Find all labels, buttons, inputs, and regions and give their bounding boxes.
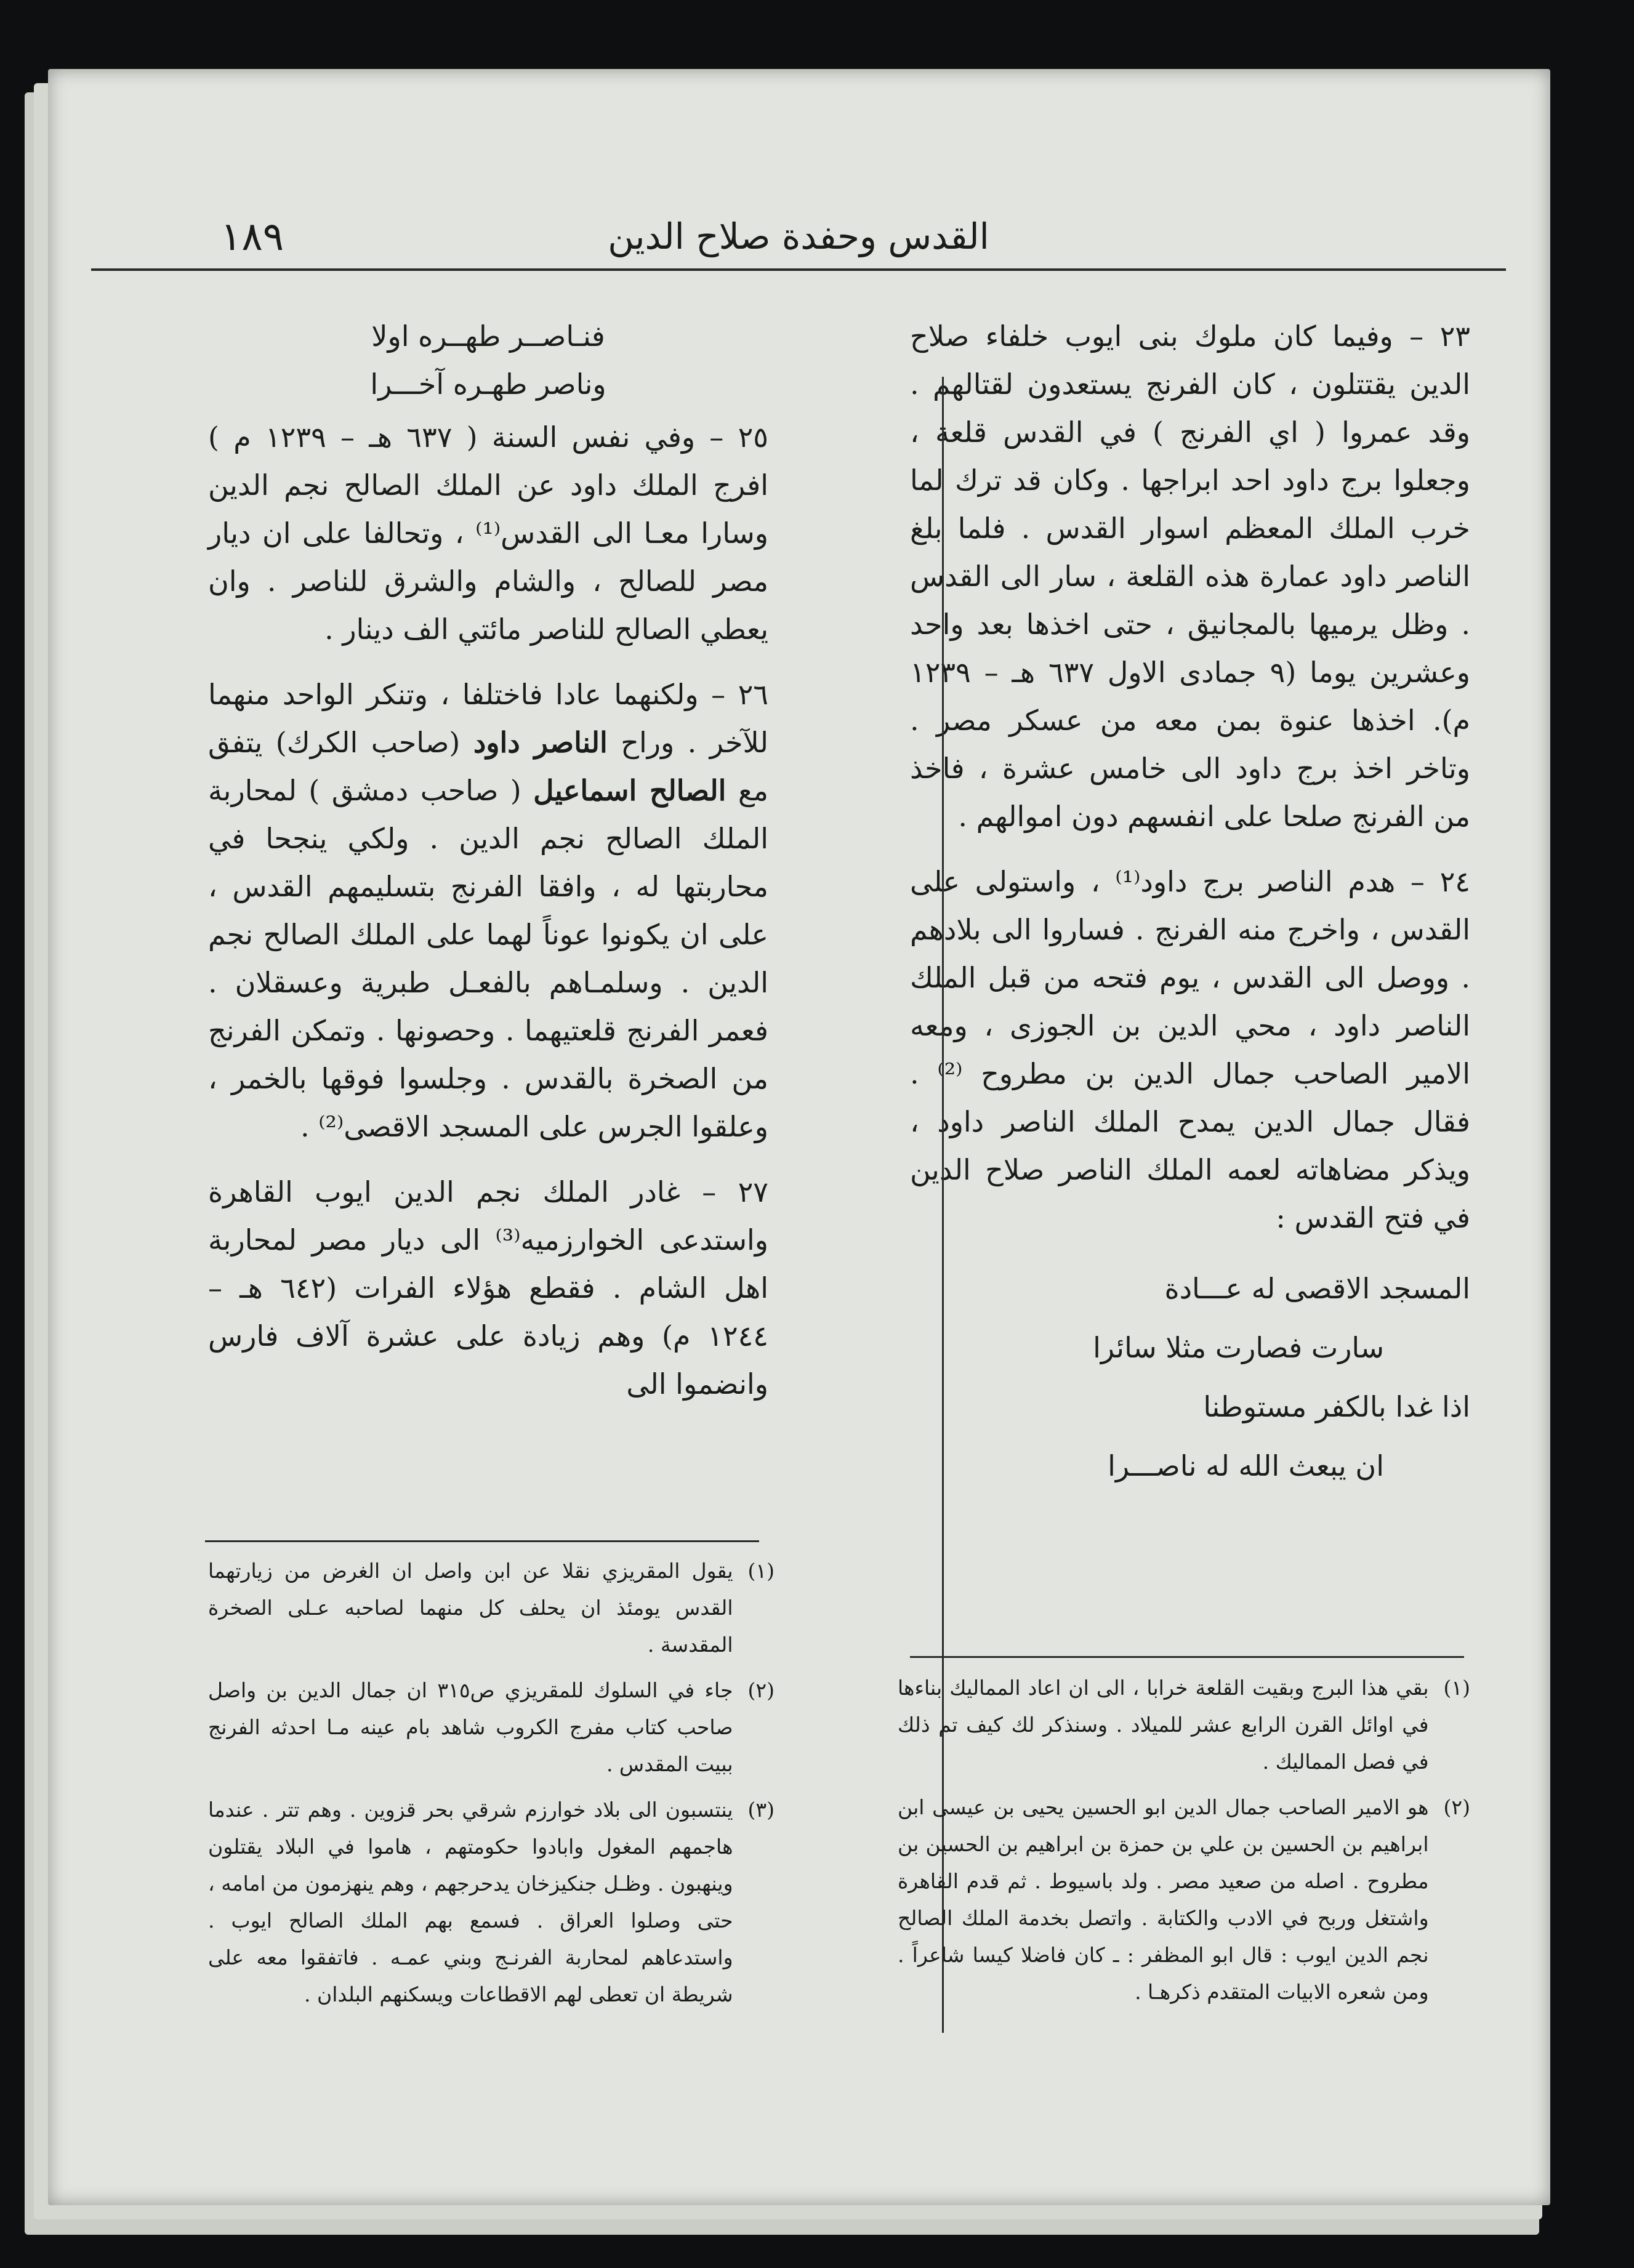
footnote bbox=[898, 1670, 1470, 1780]
footnote-text: يقول المقريزي نقلا عن ابن واصل ان الغرض من زيارتهما القدس يومئذ ان يحلف كل منهما لصاحبه عـلى الصخرة المقدسة . bbox=[208, 1559, 733, 1657]
poem-line: سارت فصارت مثلا سائرا bbox=[1093, 1331, 1384, 1364]
poem-line: ان يبعث الله له ناصـــرا bbox=[1108, 1449, 1384, 1482]
paragraph-25: ٢٥ – وفي نفس السنة ( ٦٣٧ هـ – ١٢٣٩ م ) افرج الملك داود عن الملك الصالح نجم الدين وسارا معـا الى القدس⁽¹⁾ ، وتحالفا على ان ديار مصر للصالح ، والشام والشرق للناصر . وان يعطي الصالح للناصر مائتي الف دينار . bbox=[208, 420, 768, 646]
footnote-number: (٢) bbox=[1443, 1795, 1470, 1819]
paragraph-26-text: ( صاحب دمشق ) لمحاربة الملك الصالح نجم الدين . ولكي ينجحا في محاربتها له ، وافقا الفرنج بتسليمهم القدس ، على ان يكونوا عوناً لهما على الملك الصالح نجم الدين . وسلمـاهم بالفعـل طبرية وعسقلان . فعمر الفرنج قلعتيهما . وحصونها . وتمكن الفرنج من الصخرة بالقدس . وجلسوا فوقها بالخمر ، وعلقوا الجرس على المسجد الاقصى⁽²⁾ . bbox=[208, 774, 768, 1143]
poem bbox=[910, 1259, 1470, 1495]
poem-line: اذا غدا بالكفر مستوطنا bbox=[1203, 1390, 1470, 1423]
footnote bbox=[208, 1791, 775, 2013]
verse-line: فنـاصــر طهــره اولا bbox=[371, 320, 605, 353]
page-header bbox=[91, 209, 1506, 277]
footnote-number: (١) bbox=[1443, 1676, 1470, 1700]
running-title: القدس وحفدة صلاح الدين bbox=[608, 215, 989, 257]
right-column bbox=[910, 312, 1470, 1495]
footnote-number: (٢) bbox=[747, 1678, 775, 1702]
paragraph-26-text: (صاحب الكرك) يتفق مع bbox=[208, 726, 769, 807]
footnotes-right bbox=[898, 1670, 1470, 2019]
paragraph-24: ٢٤ – هدم الناصر برج داود⁽¹⁾ ، واستولى على القدس ، واخرج منه الفرنج . فساروا الى بلادهم . ووصل الى القدس ، يوم فتحه من قبل الملك الناصر داود ، محي الدين بن الجوزى ، ومعه الامير الصاحب جمال الدين بن مطروح ⁽²⁾ . فقال جمال الدين يمدح الملك الناصر داود ، ويذكر مضاهاته لعمه الملك الناصر صلاح الدين في فتح القدس : bbox=[910, 865, 1471, 1234]
footnote-text: جاء في السلوك للمقريزي ص٣١٥ ان جمال الدين بن واصل صاحب كتاب مفرج الكروب شاهد بام عينه مـا احدثه الفرنج ببيت المقدس . bbox=[208, 1678, 733, 1776]
verse-line: وناصر طهـره آخـــرا bbox=[370, 368, 606, 401]
footnote-rule-right bbox=[910, 1656, 1464, 1658]
header-rule bbox=[91, 268, 1506, 271]
footnote bbox=[898, 1789, 1470, 2011]
verse-continuation bbox=[208, 312, 768, 408]
bold-name-nasir-dawud: الناصر داود bbox=[473, 726, 608, 759]
footnote bbox=[208, 1672, 775, 1783]
left-column bbox=[208, 312, 768, 1425]
footnotes-left bbox=[208, 1553, 775, 2022]
footnote-text: ينتسبون الى بلاد خوارزم شرقي بحر قزوين . وهم تتر . عندما هاجمهم المغول وابادوا حكومتهم ، هاموا في البلاد يقتلون وينهبون . وظـل جنكيزخان يدحرجهم ، وهم ينهزمون من امامه ، حتى وصلوا العراق . فسمع بهم الملك الصالح ايوب . واستدعاهم لمحاربة الفرنـج وبني عمـه . فاتفقوا معه على شريطة ان تعطى لهم الاقطاعات ويسكنهم البلدان . bbox=[208, 1798, 733, 2006]
footnote-text: هو الامير الصاحب جمال الدين ابو الحسين يحيى بن عيسى ابن ابراهيم بن الحسين بن علي بن حمزة بن ابراهيم بن الحسين بن مطروح . اصله من صعيد مصر . ولد باسيوط . ثم قدم القاهرة واشتغل وربح في الادب والكتابة . واتصل بخدمة الملك الصالح نجم الدين ايوب : قال ابو المظفر : ـ كان فاضلا كيسا شاعراً . ومن شعره الابيات المتقدم ذكرهـا . bbox=[898, 1795, 1429, 2004]
bold-name-salih-ismail: الصالح اسماعيل bbox=[533, 774, 726, 807]
paragraph-26 bbox=[208, 670, 768, 1151]
footnote-number: (١) bbox=[747, 1559, 775, 1583]
paragraph-27: ٢٧ – غادر الملك نجم الدين ايوب القاهرة واستدعى الخوارزميه⁽³⁾ الى ديار مصر لمحاربة اهل الشام . فقطع هؤلاء الفرات (٦٤٢ هـ – ١٢٤٤ م) وهم زيادة على عشرة آلاف فارس وانضموا الى bbox=[208, 1175, 768, 1401]
poem-line: المسجد الاقصى له عـــادة bbox=[1164, 1272, 1470, 1305]
paragraph-23: ٢٣ – وفيما كان ملوك بنى ايوب خلفاء صلاح الدين يقتتلون ، كان الفرنج يستعدون لقتالهم . وقد عمروا ( اي الفرنج ) في القدس قلعة ، وجعلوا برج داود احد ابراجها . وكان قد ترك لما خرب الملك المعظم اسوار القدس . فلما بلغ الناصر داود عمارة هذه القلعة ، سار الى القدس . وظل يرميها بالمجانيق ، حتى اخذها بعد واحد وعشرين يوما (٩ جمادى الاول ٦٣٧ هـ – ١٢٣٩ م). اخذها عنوة بمن معه من عسكر مصر . وتاخر اخذ برج داود الى خامس عشرة ، فاخذ من الفرنج صلحا على انفسهم دون اموالهم . bbox=[910, 320, 1470, 833]
footnote bbox=[208, 1553, 775, 1663]
footnote-number: (٣) bbox=[747, 1798, 775, 1822]
footnote-text: بقي هذا البرج وبقيت القلعة خرابا ، الى ان اعاد المماليك بناءها في اوائل القرن الرابع عشر للميلاد . وسنذكر لك كيف تم ذلك في فصل المماليك . bbox=[898, 1676, 1429, 1774]
paragraph-26-text: ٢٦ – ولكنهما عادا فاختلفا ، وتنكر الواحد منهما للآخر . وراح bbox=[208, 678, 769, 759]
footnote-rule-left bbox=[205, 1540, 759, 1542]
page-number: ١٨٩ bbox=[220, 214, 284, 260]
book-page bbox=[48, 69, 1550, 2205]
